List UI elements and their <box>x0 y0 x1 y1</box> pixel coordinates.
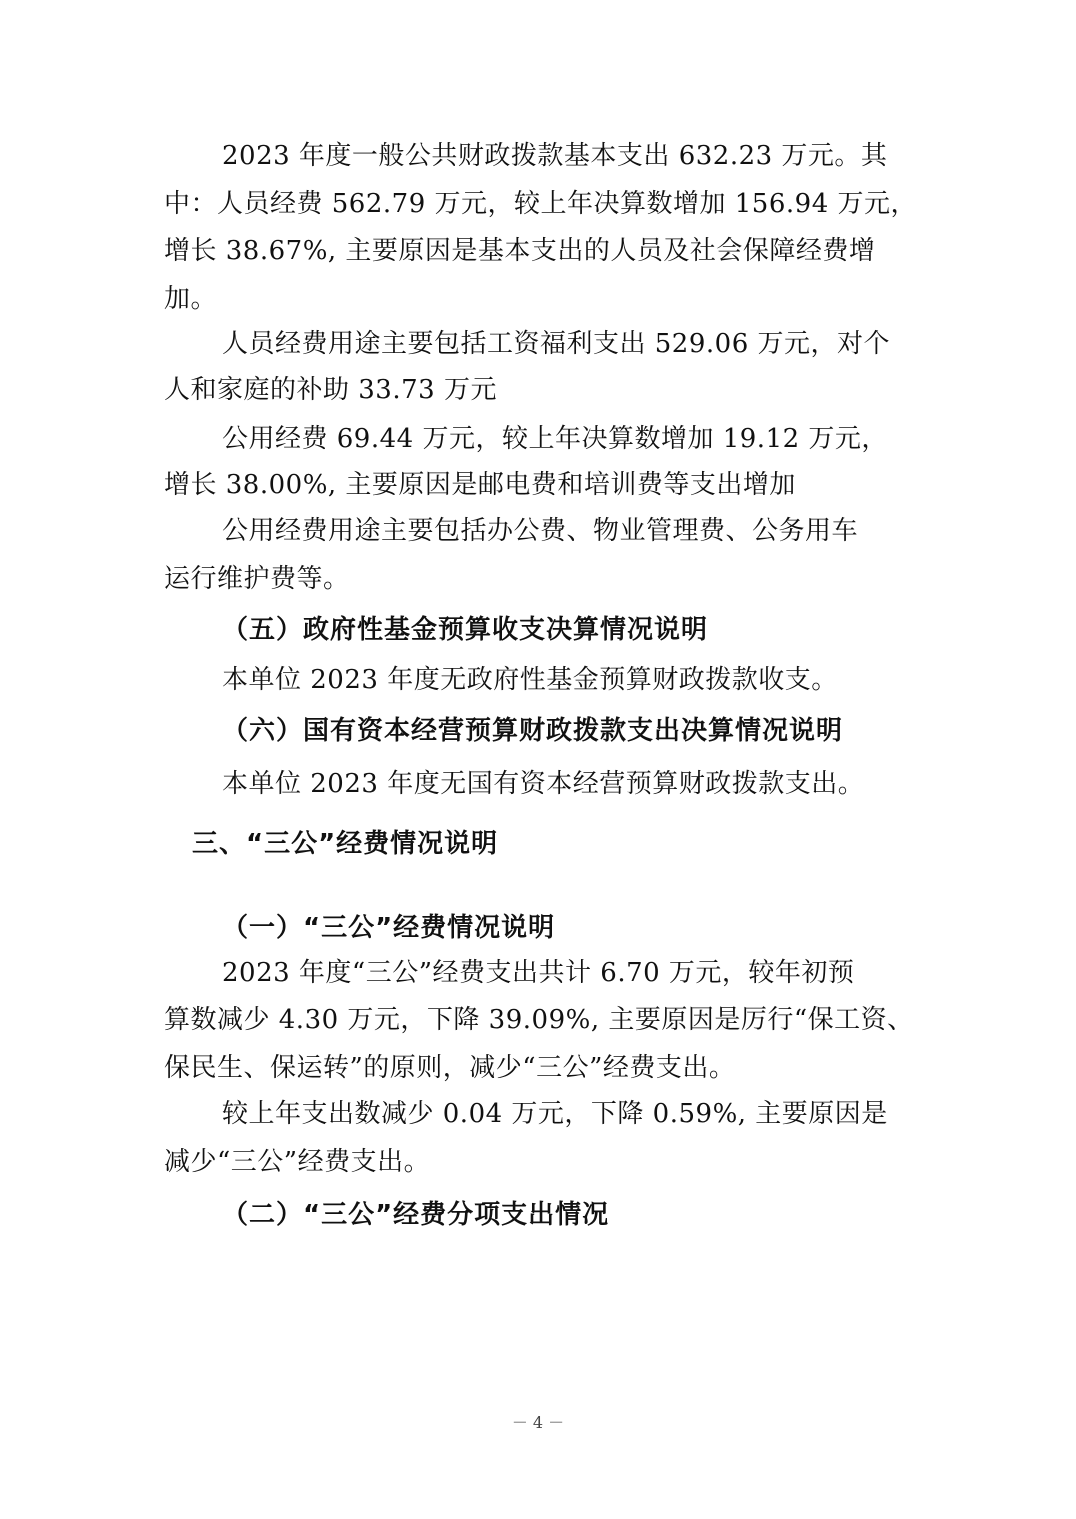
paragraph-line: 减少“三公”经费支出。 <box>164 1147 431 1177</box>
paragraph-line: 增长 38.67%, 主要原因是基本支出的人员及社会保障经费增 <box>164 236 876 266</box>
paragraph-line: 算数减少 4.30 万元，下降 39.09%, 主要原因是厉行“保工资、 <box>164 1005 914 1035</box>
section-heading: （二）“三公”经费分项支出情况 <box>222 1200 610 1230</box>
page-number: － 4 － <box>511 1413 565 1432</box>
paragraph-line: 加。 <box>164 284 218 314</box>
section-heading: （一）“三公”经费情况说明 <box>222 913 556 943</box>
paragraph-line: 2023 年度“三公”经费支出共计 6.70 万元，较年初预 <box>222 958 855 988</box>
paragraph-line: 人员经费用途主要包括工资福利支出 529.06 万元，对个 <box>222 329 891 359</box>
paragraph-line: 公用经费用途主要包括办公费、物业管理费、公务用车 <box>222 516 859 546</box>
paragraph-line: 本单位 2023 年度无政府性基金预算财政拨款收支。 <box>222 665 838 695</box>
chapter-heading: 三、“三公”经费情况说明 <box>192 829 499 859</box>
paragraph-line: 保民生、保运转”的原则，减少“三公”经费支出。 <box>164 1053 736 1083</box>
paragraph-line: 增长 38.00%, 主要原因是邮电费和培训费等支出增加 <box>164 470 796 500</box>
paragraph-line: 公用经费 69.44 万元，较上年决算数增加 19.12 万元， <box>222 424 888 454</box>
paragraph-line: 中：人员经费 562.79 万元，较上年决算数增加 156.94 万元， <box>164 189 918 219</box>
paragraph-line: 较上年支出数减少 0.04 万元，下降 0.59%, 主要原因是 <box>222 1099 888 1129</box>
paragraph-line: 人和家庭的补助 33.73 万元 <box>164 375 497 405</box>
paragraph-line: 2023 年度一般公共财政拨款基本支出 632.23 万元。其 <box>222 141 888 171</box>
section-heading: （六）国有资本经营预算财政拨款支出决算情况说明 <box>222 716 844 746</box>
paragraph-line: 运行维护费等。 <box>164 564 350 594</box>
paragraph-line: 本单位 2023 年度无国有资本经营预算财政拨款支出。 <box>222 769 865 799</box>
section-heading: （五）政府性基金预算收支决算情况说明 <box>222 615 709 645</box>
